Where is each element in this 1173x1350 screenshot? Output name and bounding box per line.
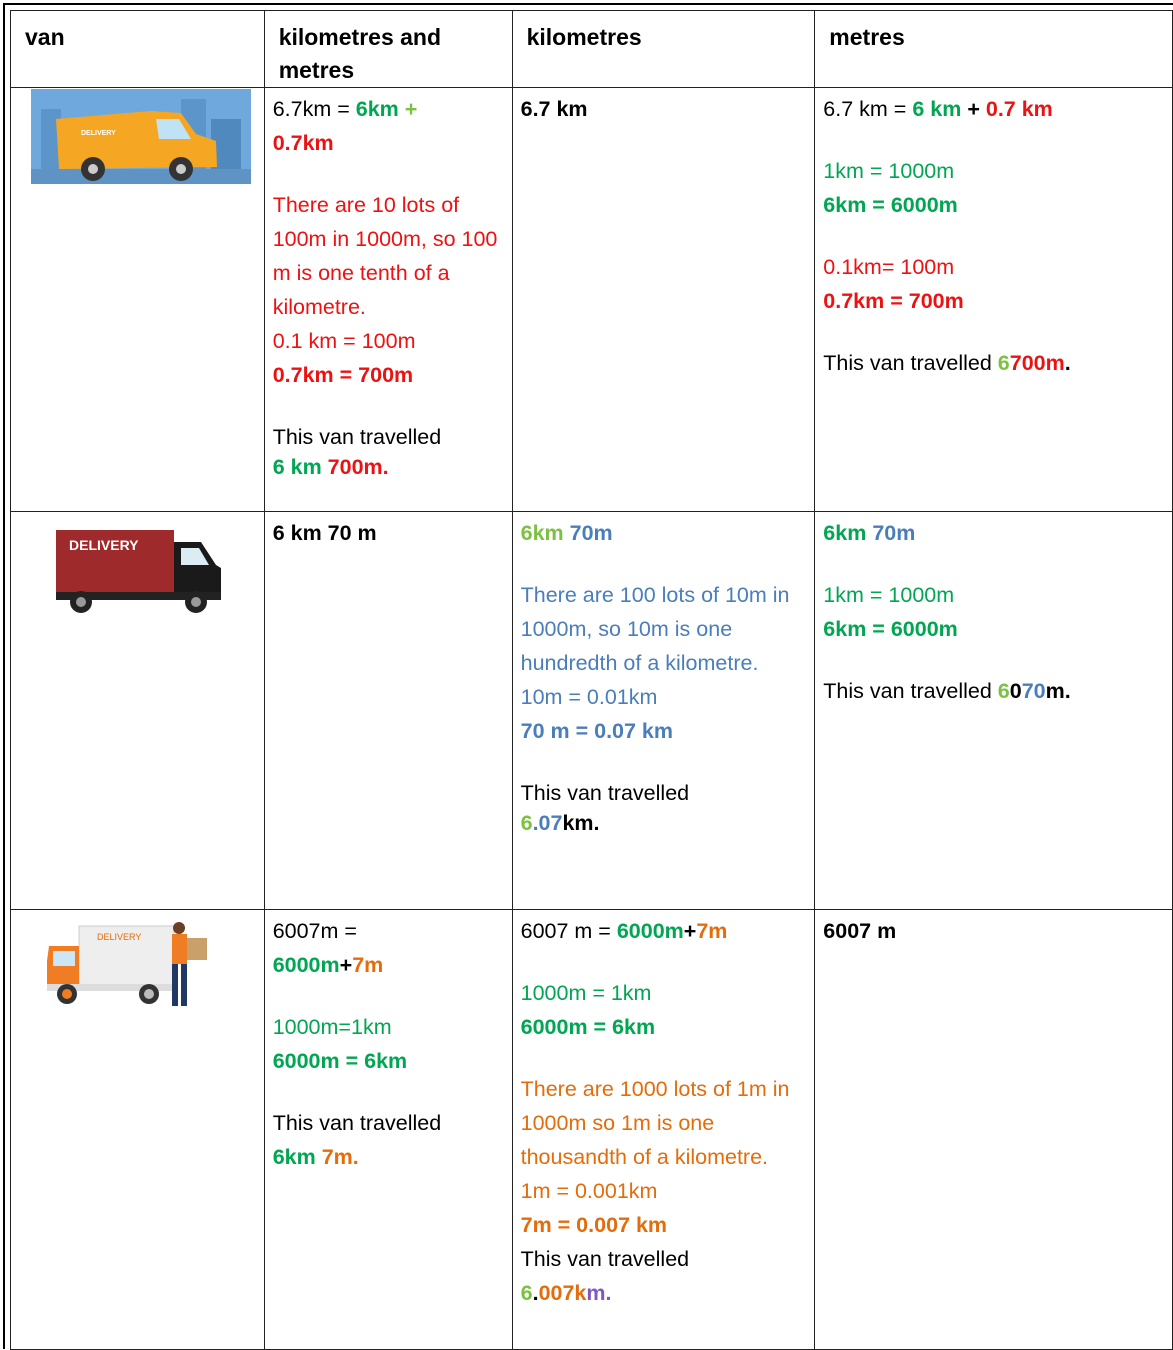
text: 1km = 1000m bbox=[823, 159, 955, 183]
text: 6 km 70 m bbox=[272, 521, 377, 545]
table-row bbox=[11, 88, 1173, 512]
van-cell-3 bbox=[11, 910, 265, 1350]
text: 6007 m bbox=[823, 919, 897, 943]
row1-km-cell bbox=[512, 88, 815, 512]
text: 0.1 km = 100m bbox=[272, 329, 416, 353]
text: 6 bbox=[520, 811, 533, 835]
text: 007k bbox=[538, 1281, 587, 1305]
text: 70 m = 0.07 km bbox=[520, 719, 674, 743]
text: 70m bbox=[569, 521, 613, 545]
van-cell-2 bbox=[11, 512, 265, 910]
text: 1km = 1000m bbox=[823, 583, 955, 607]
header-kilometres: kilometres bbox=[512, 11, 815, 88]
red-delivery-truck-icon bbox=[51, 520, 231, 615]
text: 6000m = 6km bbox=[520, 1015, 656, 1039]
explanation-text: There are 100 lots of 10m in 1000m, so 10m is one hundredth of a kilometre. bbox=[520, 583, 790, 675]
text: 0.1km= 100m bbox=[823, 255, 955, 279]
text: 6000m bbox=[272, 953, 340, 977]
text: 0.7 km bbox=[985, 97, 1053, 121]
text: 6 bbox=[997, 351, 1010, 375]
svg-text:DELIVERY: DELIVERY bbox=[69, 537, 139, 553]
text: 6km bbox=[272, 1145, 322, 1169]
van-cell-1 bbox=[11, 88, 265, 512]
text: 6km = 6000m bbox=[823, 193, 958, 217]
text: + bbox=[339, 953, 353, 977]
text: 6.7km = bbox=[272, 97, 356, 121]
text: 6km = 6000m bbox=[823, 617, 958, 641]
text: 1000m=1km bbox=[272, 1015, 392, 1039]
text: 6.7 km bbox=[520, 97, 588, 121]
table-row bbox=[11, 512, 1173, 910]
text: m. bbox=[586, 1281, 612, 1305]
row1-km-and-m-cell bbox=[264, 88, 512, 512]
text: 6 bbox=[520, 1281, 533, 1305]
text: . bbox=[1064, 351, 1071, 375]
text: 6 km bbox=[272, 455, 328, 479]
text: 6007m = bbox=[272, 919, 357, 943]
row3-m-cell bbox=[815, 910, 1173, 1350]
row2-m-cell bbox=[815, 512, 1173, 910]
text: 6 km bbox=[912, 97, 962, 121]
text: 6 bbox=[997, 679, 1010, 703]
header-metres: metres bbox=[815, 11, 1173, 88]
text: km. bbox=[562, 811, 600, 835]
text: + bbox=[961, 97, 986, 121]
header-van: van bbox=[11, 11, 265, 88]
text: This van travelled bbox=[823, 679, 998, 703]
explanation-text: There are 10 lots of 100m in 1000m, so 100 m is one tenth of a kilometre. bbox=[272, 193, 498, 319]
text: . bbox=[532, 1281, 539, 1305]
conversion-table bbox=[10, 10, 1173, 1350]
text: This van travelled bbox=[272, 1111, 442, 1135]
yellow-delivery-van-icon bbox=[31, 89, 251, 184]
table-row bbox=[11, 910, 1173, 1350]
text: 0.7km = 700m bbox=[823, 289, 964, 313]
row3-km-and-m-cell bbox=[264, 910, 512, 1350]
text: 7m bbox=[352, 953, 384, 977]
text: 7m. bbox=[321, 1145, 359, 1169]
text: 0 bbox=[1009, 679, 1022, 703]
text: 6007 m = bbox=[520, 919, 617, 943]
text: 1000m = 1km bbox=[520, 981, 652, 1005]
text: 1m = 0.001km bbox=[520, 1179, 658, 1203]
text: This van travelled bbox=[520, 781, 690, 805]
text: 6km bbox=[355, 97, 405, 121]
row2-km-and-m-cell bbox=[264, 512, 512, 910]
text: 6km bbox=[823, 521, 873, 545]
text: 6.7 km = bbox=[823, 97, 913, 121]
text: 70 bbox=[1021, 679, 1046, 703]
svg-text:DELIVERY: DELIVERY bbox=[97, 932, 142, 942]
text: + bbox=[404, 97, 418, 121]
text: 70m bbox=[872, 521, 916, 545]
text: 7m = 0.007 km bbox=[520, 1213, 668, 1237]
text: 6000m = 6km bbox=[272, 1049, 408, 1073]
text: 10m = 0.01km bbox=[520, 685, 658, 709]
text: 0.7km bbox=[272, 131, 334, 155]
text: m. bbox=[1045, 679, 1071, 703]
text: .07 bbox=[532, 811, 563, 835]
text: 6km bbox=[520, 521, 570, 545]
text: This van travelled bbox=[520, 1247, 690, 1271]
header-kilometres-and-metres: kilometres and metres bbox=[264, 11, 512, 88]
text: This van travelled bbox=[823, 351, 998, 375]
row3-km-cell bbox=[512, 910, 815, 1350]
text: 700m bbox=[1009, 351, 1065, 375]
text: This van travelled bbox=[272, 425, 442, 449]
svg-text:DELIVERY: DELIVERY bbox=[81, 130, 116, 137]
text: + bbox=[683, 919, 697, 943]
text: 0.7km = 700m bbox=[272, 363, 414, 387]
text: 700m. bbox=[327, 455, 389, 479]
row1-m-cell bbox=[815, 88, 1173, 512]
explanation-text: There are 1000 lots of 1m in 1000m so 1m is one thousandth of a kilometre. bbox=[520, 1077, 790, 1169]
white-delivery-truck-with-courier-icon bbox=[39, 916, 209, 1016]
table-header-row bbox=[11, 11, 1173, 88]
text: 7m bbox=[696, 919, 728, 943]
row2-km-cell bbox=[512, 512, 815, 910]
text: 6000m bbox=[616, 919, 684, 943]
